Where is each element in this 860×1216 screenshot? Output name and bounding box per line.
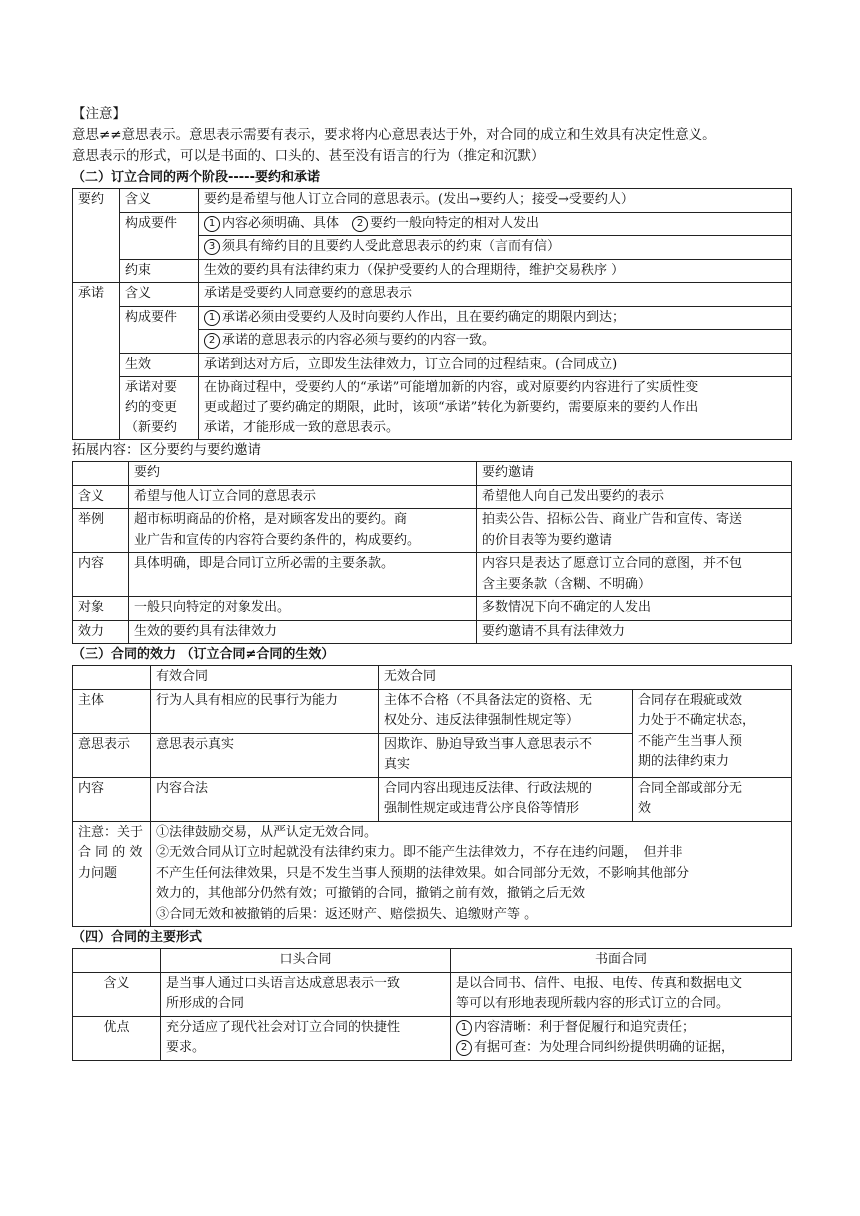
offer-meaning-key: 含义: [120, 189, 199, 213]
forms-header-blank: [73, 949, 161, 973]
ext-row-invitation: 多数情况下向不确定的人发出: [477, 597, 792, 621]
circled-3-icon: 3: [204, 239, 220, 255]
validity-intent-key: 意思表示: [73, 733, 151, 777]
ext-row-key: 含义: [73, 485, 129, 509]
ext-row-offer: 一般只向特定的对象发出。: [129, 597, 477, 621]
circled-2-icon: 2: [456, 1040, 472, 1056]
validity-header-invalid: 无效合同: [379, 666, 792, 690]
section-2-title: （二）订立合同的两个阶段-----要约和承诺: [72, 170, 320, 185]
circled-2-icon: 2: [352, 216, 368, 232]
forms-advantage-oral: 充分适应了现代社会对订立合同的快捷性 要求。: [161, 1016, 451, 1060]
forms-header-written: 书面合同: [451, 949, 792, 973]
ext-title: 拓展内容：区分要约与要约邀请: [72, 442, 261, 458]
ext-row-offer: 具体明确，即是合同订立所必需的主要条款。: [129, 553, 477, 597]
validity-content-key: 内容: [73, 777, 151, 821]
accept-effect-value: 承诺到达对方后，立即发生法律效力，订立合同的过程结束。(合同成立): [199, 353, 792, 377]
offer-label: 要约: [73, 189, 120, 283]
change-value-2: 更或超过了要约确定的期限，此时，该项“承诺”转化为新要约，需要原来的要约人作出: [204, 400, 699, 415]
accept-element-1: 承诺必须由受要约人及时向要约人作出，且在要约确定的期限内到达；: [222, 309, 626, 325]
table-row: [73, 509, 792, 553]
note-heading: 【注意】: [72, 106, 126, 122]
change-value-3: 承诺，才能形成一致的意思表示。: [204, 420, 400, 435]
validity-note-value: ①法律鼓励交易，从严认定无效合同。 ②无效合同从订立时起就没有法律约束力。即不能产生法律效力，不存在违约问题， 但并非 不产生任何法律效果，只是不发生当事人预期的法律效果。如合同部分无效，不影响其他部分 效力的，其他部分仍然有效；可撤销的合同，撤销之前有效，撤销之后无效 ③合同无效和被撤销的后果：返还财产、赔偿损失、追缴财产等 。: [151, 821, 792, 927]
contract-forms-table: [72, 948, 792, 1061]
ext-row-key: 内容: [73, 553, 129, 597]
change-key-1: 承诺对要: [125, 380, 178, 395]
table-row: [73, 620, 792, 644]
validity-subject-valid: 行为人具有相应的民事行为能力: [151, 689, 379, 733]
accept-change-value: [199, 377, 792, 440]
offer-element-3: 须具有缔约目的且要约人受此意思表示的约束（言而有信）: [222, 239, 561, 254]
table-row: [73, 553, 792, 597]
validity-subject-key: 主体: [73, 689, 151, 733]
forms-header-oral: 口头合同: [161, 949, 451, 973]
validity-intent-invalid: 因欺诈、胁迫导致当事人意思表示不 真实: [379, 733, 633, 777]
validity-intent-valid: 意思表示真实: [151, 733, 379, 777]
change-key-3: （新要约: [125, 420, 178, 435]
ext-row-invitation: 内容只是表达了愿意订立合同的意图，并不包 含主要条款（含糊、不明确）: [477, 553, 792, 597]
offer-bind-key: 约束: [120, 259, 199, 283]
change-value-1: 在协商过程中，受要约人的“承诺”可能增加新的内容，或对原要约内容进行了实质性变: [204, 380, 699, 395]
offer-vs-invitation-table: [72, 461, 792, 644]
circled-1-icon: 1: [204, 216, 220, 232]
offer-element-1: 内容必须明确、具体: [222, 215, 353, 231]
ext-row-invitation: 要约邀请不具有法律效力: [477, 620, 792, 644]
circled-2-icon: 2: [204, 333, 220, 349]
table-row: [73, 485, 792, 509]
validity-content-side: 合同全部或部分无 效: [633, 777, 792, 821]
ext-row-offer: 超市标明商品的价格，是对顾客发出的要约。商 业广告和宣传的内容符合要约条件的，构成要约。: [129, 509, 477, 553]
forms-advantage-key: 优点: [73, 1016, 161, 1060]
accept-elements-line-2: [199, 330, 792, 354]
ext-row-invitation: 拍卖公告、招标公告、商业广告和宣传、寄送 的价目表等为要约邀请: [477, 509, 792, 553]
ext-row-key: 对象: [73, 597, 129, 621]
accept-change-key: [120, 377, 199, 440]
validity-note-key: 注意：关于 合 同 的 效 力问题: [73, 821, 151, 927]
offer-bind-value: 生效的要约具有法律约束力（保护受要约人的合理期待，维护交易秩序 ）: [199, 259, 792, 283]
ext-row-key: 效力: [73, 620, 129, 644]
section-4-title: （四）合同的主要形式: [72, 930, 203, 945]
accept-label: 承诺: [73, 283, 120, 440]
validity-header-valid: 有效合同: [151, 666, 379, 690]
ext-header-blank: [73, 462, 129, 486]
change-key-2: 约的变更: [125, 400, 178, 415]
circled-1-icon: 1: [204, 310, 220, 326]
validity-content-invalid: 合同内容出现违反法律、行政法规的 强制性规定或违背公序良俗等情形: [379, 777, 633, 821]
ext-header-invitation: 要约邀请: [477, 462, 792, 486]
accept-element-2: 承诺的意思表示的内容必须与要约的内容一致。: [222, 333, 496, 348]
section-3-title: （三）合同的效力 （订立合同≠合同的生效）: [72, 647, 335, 662]
document-page: [72, 104, 792, 1061]
circled-1-icon: 1: [456, 1020, 472, 1036]
accept-effect-key: 生效: [120, 353, 199, 377]
offer-acceptance-table: [72, 188, 792, 440]
validity-content-valid: 内容合法: [151, 777, 379, 821]
offer-meaning-value: 要约是希望与他人订立合同的意思表示。(发出→要约人；接受→受要约人）: [199, 189, 792, 213]
contract-validity-table: [72, 665, 792, 927]
accept-elements-key: 构成要件: [120, 306, 199, 353]
offer-element-2: 要约一般向特定的相对人发出: [370, 215, 540, 231]
note-line-1: 意思≠≠意思表示。意思表示需要有表示，要求将内心意思表达于外，对合同的成立和生效具有决定性意义。: [72, 127, 716, 143]
offer-elements-key: 构成要件: [120, 212, 199, 259]
forms-advantage-written: 1 内容清晰：利于督促履行和追究责任； 2 有据可查：为处理合同纠纷提供明确的证据，: [451, 1016, 792, 1060]
table-row: [73, 597, 792, 621]
ext-header-offer: 要约: [129, 462, 477, 486]
offer-elements-line-1: [199, 212, 792, 236]
ext-row-offer: 生效的要约具有法律效力: [129, 620, 477, 644]
ext-row-invitation: 希望他人向自己发出要约的表示: [477, 485, 792, 509]
accept-meaning-value: 承诺是受要约人同意要约的意思表示: [199, 283, 792, 307]
ext-row-offer: 希望与他人订立合同的意思表示: [129, 485, 477, 509]
validity-side-note: 合同存在瑕疵或效 力处于不确定状态， 不能产生当事人预 期的法律约束力: [633, 689, 792, 777]
validity-subject-invalid: 主体不合格（不具备法定的资格、无 权处分、违反法律强制性规定等）: [379, 689, 633, 733]
forms-meaning-oral: 是当事人通过口头语言达成意思表示一致 所形成的合同: [161, 972, 451, 1016]
offer-elements-line-2: [199, 236, 792, 260]
forms-meaning-key: 含义: [73, 972, 161, 1016]
accept-meaning-key: 含义: [120, 283, 199, 307]
note-line-2: 意思表示的形式，可以是书面的、口头的、甚至没有语言的行为（推定和沉默）: [72, 148, 545, 164]
accept-elements-line-1: [199, 306, 792, 330]
forms-meaning-written: 是以合同书、信件、电报、电传、传真和数据电文 等可以有形地表现所载内容的形式订立的合同。: [451, 972, 792, 1016]
validity-header-blank: [73, 666, 151, 690]
ext-row-key: 举例: [73, 509, 129, 553]
